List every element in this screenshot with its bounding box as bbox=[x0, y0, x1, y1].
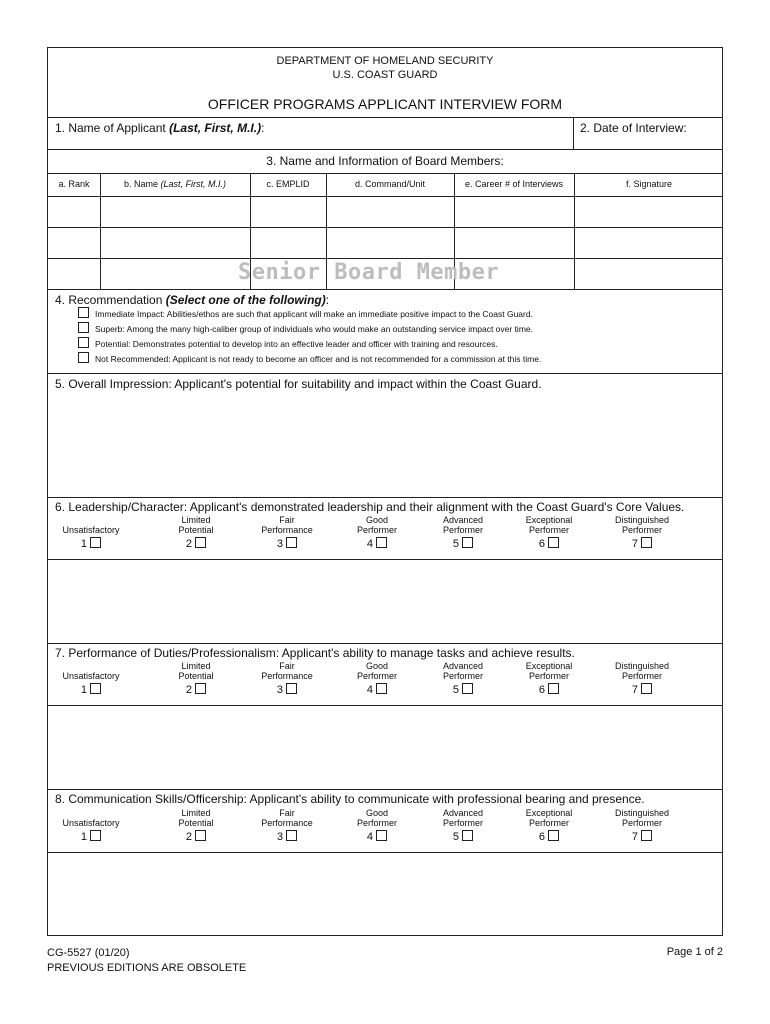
checkbox[interactable] bbox=[462, 537, 473, 548]
checkbox[interactable] bbox=[78, 337, 89, 348]
department-name: DEPARTMENT OF HOMELAND SECURITY bbox=[276, 55, 494, 67]
checkbox[interactable] bbox=[78, 307, 89, 318]
recommendation-option[interactable]: Immediate Impact: Abilities/ethos are such that applicant will make an immediate positive impact to the Coast Guard. bbox=[78, 307, 533, 319]
rating-option[interactable]: Limited Potential 2 bbox=[178, 661, 214, 696]
col-emplid: c. EMPLID bbox=[266, 179, 310, 189]
form-number: CG-5527 (01/20) bbox=[47, 947, 130, 959]
col-rank: a. Rank bbox=[58, 179, 90, 189]
board-member-row[interactable] bbox=[48, 228, 724, 258]
checkbox[interactable] bbox=[78, 352, 89, 363]
rating-option[interactable]: Fair Performance 3 bbox=[261, 808, 313, 843]
checkbox[interactable] bbox=[462, 830, 473, 841]
agency-name: U.S. COAST GUARD bbox=[332, 69, 438, 81]
performance-comments-field[interactable] bbox=[48, 706, 724, 789]
applicant-name-field[interactable] bbox=[48, 118, 573, 149]
checkbox[interactable] bbox=[286, 537, 297, 548]
rating-option[interactable]: Exceptional Performer 6 bbox=[525, 661, 573, 696]
form-header bbox=[48, 54, 722, 82]
interview-form bbox=[47, 47, 723, 936]
rating-option[interactable]: Fair Performance 3 bbox=[261, 515, 313, 550]
rating-option[interactable]: Distinguished Performer 7 bbox=[614, 515, 670, 550]
overall-impression-title: 5. Overall Impression: Applicant's potential for suitability and impact within the Coast Guard. bbox=[55, 377, 542, 391]
checkbox[interactable] bbox=[286, 830, 297, 841]
checkbox[interactable] bbox=[641, 537, 652, 548]
rating-option[interactable]: Exceptional Performer 6 bbox=[525, 515, 573, 550]
checkbox[interactable] bbox=[641, 683, 652, 694]
col-name: b. Name (Last, First, M.I.) bbox=[123, 179, 227, 189]
form-footer bbox=[47, 946, 246, 976]
senior-board-member-watermark: Senior Board Member bbox=[238, 260, 500, 285]
communication-rating-scale bbox=[48, 807, 724, 851]
checkbox[interactable] bbox=[376, 537, 387, 548]
checkbox[interactable] bbox=[90, 537, 101, 548]
recommendation-option[interactable]: Not Recommended: Applicant is not ready to become an officer and is not recommended for a commission at this time. bbox=[78, 352, 541, 364]
checkbox[interactable] bbox=[641, 830, 652, 841]
communication-comments-field[interactable] bbox=[48, 853, 724, 935]
board-member-row[interactable] bbox=[48, 197, 724, 227]
col-signature: f. Signature bbox=[625, 179, 673, 189]
rating-option[interactable]: Limited Potential 2 bbox=[178, 808, 214, 843]
recommendation-option[interactable]: Potential: Demonstrates potential to develop into an effective leader and officer with training and resources. bbox=[78, 337, 498, 349]
form-title: OFFICER PROGRAMS APPLICANT INTERVIEW FORM bbox=[207, 96, 563, 112]
interview-date-label: 2. Date of Interview: bbox=[580, 121, 687, 135]
rating-option[interactable]: Unsatisfactory 1 bbox=[62, 671, 120, 696]
rating-option[interactable]: Distinguished Performer 7 bbox=[614, 661, 670, 696]
communication-title: 8. Communication Skills/Officership: Applicant's ability to communicate with professional bearing and presence. bbox=[55, 792, 645, 806]
checkbox[interactable] bbox=[78, 322, 89, 333]
checkbox[interactable] bbox=[548, 537, 559, 548]
rating-option[interactable]: Unsatisfactory 1 bbox=[62, 525, 120, 550]
checkbox[interactable] bbox=[195, 830, 206, 841]
page-number: Page 1 of 2 bbox=[666, 946, 723, 958]
checkbox[interactable] bbox=[548, 830, 559, 841]
checkbox[interactable] bbox=[376, 830, 387, 841]
col-career: e. Career # of Interviews bbox=[464, 179, 564, 189]
rating-option[interactable]: Fair Performance 3 bbox=[261, 661, 313, 696]
checkbox[interactable] bbox=[462, 683, 473, 694]
recommendation-title: 4. Recommendation (Select one of the following): bbox=[55, 293, 330, 307]
performance-rating-scale bbox=[48, 660, 724, 704]
leadership-rating-scale bbox=[48, 514, 724, 558]
checkbox[interactable] bbox=[286, 683, 297, 694]
checkbox[interactable] bbox=[195, 537, 206, 548]
checkbox[interactable] bbox=[195, 683, 206, 694]
rating-option[interactable]: Good Performer 4 bbox=[356, 808, 397, 843]
rating-option[interactable]: Advanced Performer 5 bbox=[442, 515, 484, 550]
checkbox[interactable] bbox=[548, 683, 559, 694]
rating-option[interactable]: Limited Potential 2 bbox=[178, 515, 214, 550]
col-command: d. Command/Unit bbox=[354, 179, 426, 189]
rating-option[interactable]: Distinguished Performer 7 bbox=[614, 808, 670, 843]
rating-option[interactable]: Good Performer 4 bbox=[356, 661, 397, 696]
leadership-title: 6. Leadership/Character: Applicant's demonstrated leadership and their alignment with the Coast Guard's Core Values. bbox=[55, 500, 685, 514]
interview-date-field[interactable] bbox=[574, 118, 723, 149]
checkbox[interactable] bbox=[376, 683, 387, 694]
rating-option[interactable]: Advanced Performer 5 bbox=[442, 808, 484, 843]
rating-option[interactable]: Unsatisfactory 1 bbox=[62, 818, 120, 843]
checkbox[interactable] bbox=[90, 830, 101, 841]
obsolete-note: PREVIOUS EDITIONS ARE OBSOLETE bbox=[47, 962, 247, 974]
rating-option[interactable]: Exceptional Performer 6 bbox=[525, 808, 573, 843]
rating-option[interactable]: Advanced Performer 5 bbox=[442, 661, 484, 696]
recommendation-option[interactable]: Superb: Among the many high-caliber group of individuals who would make an outstanding service impact over time. bbox=[78, 322, 533, 334]
applicant-name-label: 1. Name of Applicant (Last, First, M.I.): bbox=[55, 121, 265, 135]
performance-title: 7. Performance of Duties/Professionalism: Applicant's ability to manage tasks and achieve results. bbox=[55, 646, 575, 660]
overall-impression-field[interactable] bbox=[48, 393, 724, 497]
rating-option[interactable]: Good Performer 4 bbox=[356, 515, 397, 550]
checkbox[interactable] bbox=[90, 683, 101, 694]
leadership-comments-field[interactable] bbox=[48, 560, 724, 643]
board-members-title: 3. Name and Information of Board Members: bbox=[266, 154, 504, 168]
